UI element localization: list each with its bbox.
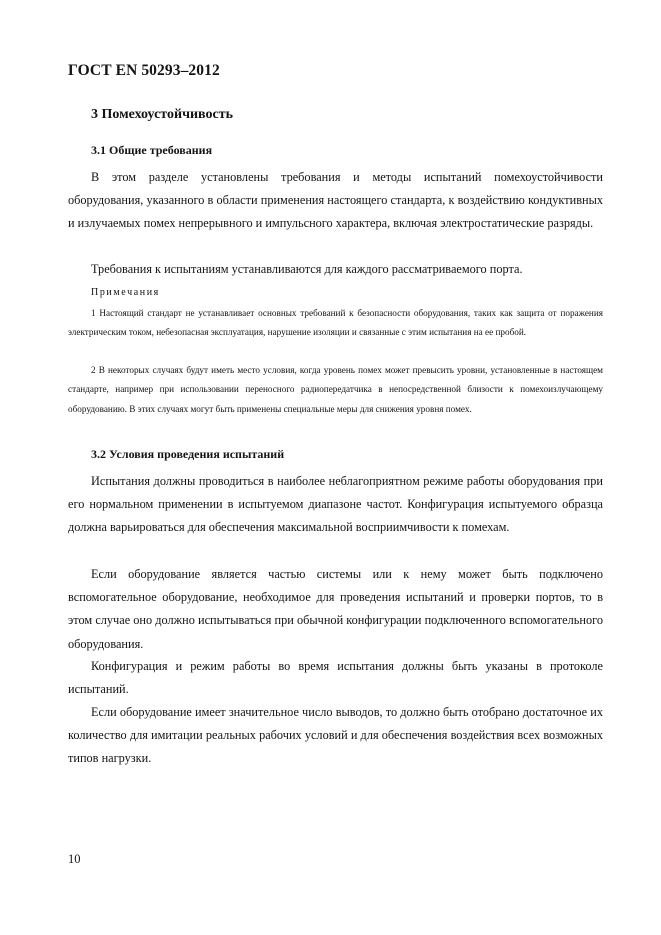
paragraph-3-2-auxiliary: Если оборудование является частью системы или к нему может быть подключено вспомогательное оборудование, необходимое для проведения испытаний и проверки портов, то в этом случае оно должно испытываться при обычной конфигурации подключенного вспомогательного оборудования.	[68, 567, 603, 651]
page-number: 10	[68, 852, 81, 866]
note-2: 2 В некоторых случаях будут иметь место условия, когда уровень помех может превысить уровни, установленные в настоящем стандарте, например при использовании переносного радиопередатчика в непосредственной близости к помехоизлучающему оборудованию. В этих случаях могут быть применены специальные меры для снижения уровня помех.	[68, 365, 603, 414]
note-1: 1 Настоящий стандарт не устанавливает основных требований к безопасности оборудования, таких как защита от поражения электрическим током, небезопасная эксплуатация, нарушение изоляции и связанные с этим испытания на ее пробой.	[68, 308, 603, 338]
notes-title: Примечания	[91, 287, 160, 298]
paragraph-3-1-requirements: Требования к испытаниям устанавливаются для каждого рассматриваемого порта.	[91, 262, 523, 276]
section-3-2-title: 3.2 Условия проведения испытаний	[91, 447, 285, 461]
paragraph-3-2-report: Конфигурация и режим работы во время испытания должны быть указаны в протоколе испытаний.	[68, 659, 603, 697]
paragraph-3-2-terminals: Если оборудование имеет значительное число выводов, то должно быть отобрано достаточное их количество для имитации реальных рабочих условий и для обеспечения воздействия всех возможных типов нагрузки.	[68, 705, 603, 766]
paragraph-3-2-mode: Испытания должны проводиться в наиболее неблагоприятном режиме работы оборудования при его нормальном применении в испытуемом диапазоне частот. Конфигурация испытуемого образца должна варьироваться для обеспечения максимальной восприимчивости к помехам.	[68, 474, 603, 535]
document-code-header: ГОСТ EN 50293–2012	[68, 62, 220, 79]
paragraph-3-1-scope: В этом разделе установлены требования и методы испытаний помехоустойчивости оборудования, указанного в области применения настоящего стандарта, к воздействию кондуктивных и излучаемых помех непрерывного и импульсного характера, включая электростатические разряды.	[68, 170, 603, 231]
section-3-1-title: 3.1 Общие требования	[91, 143, 213, 157]
section-3-title: 3 Помехоустойчивость	[91, 107, 233, 122]
